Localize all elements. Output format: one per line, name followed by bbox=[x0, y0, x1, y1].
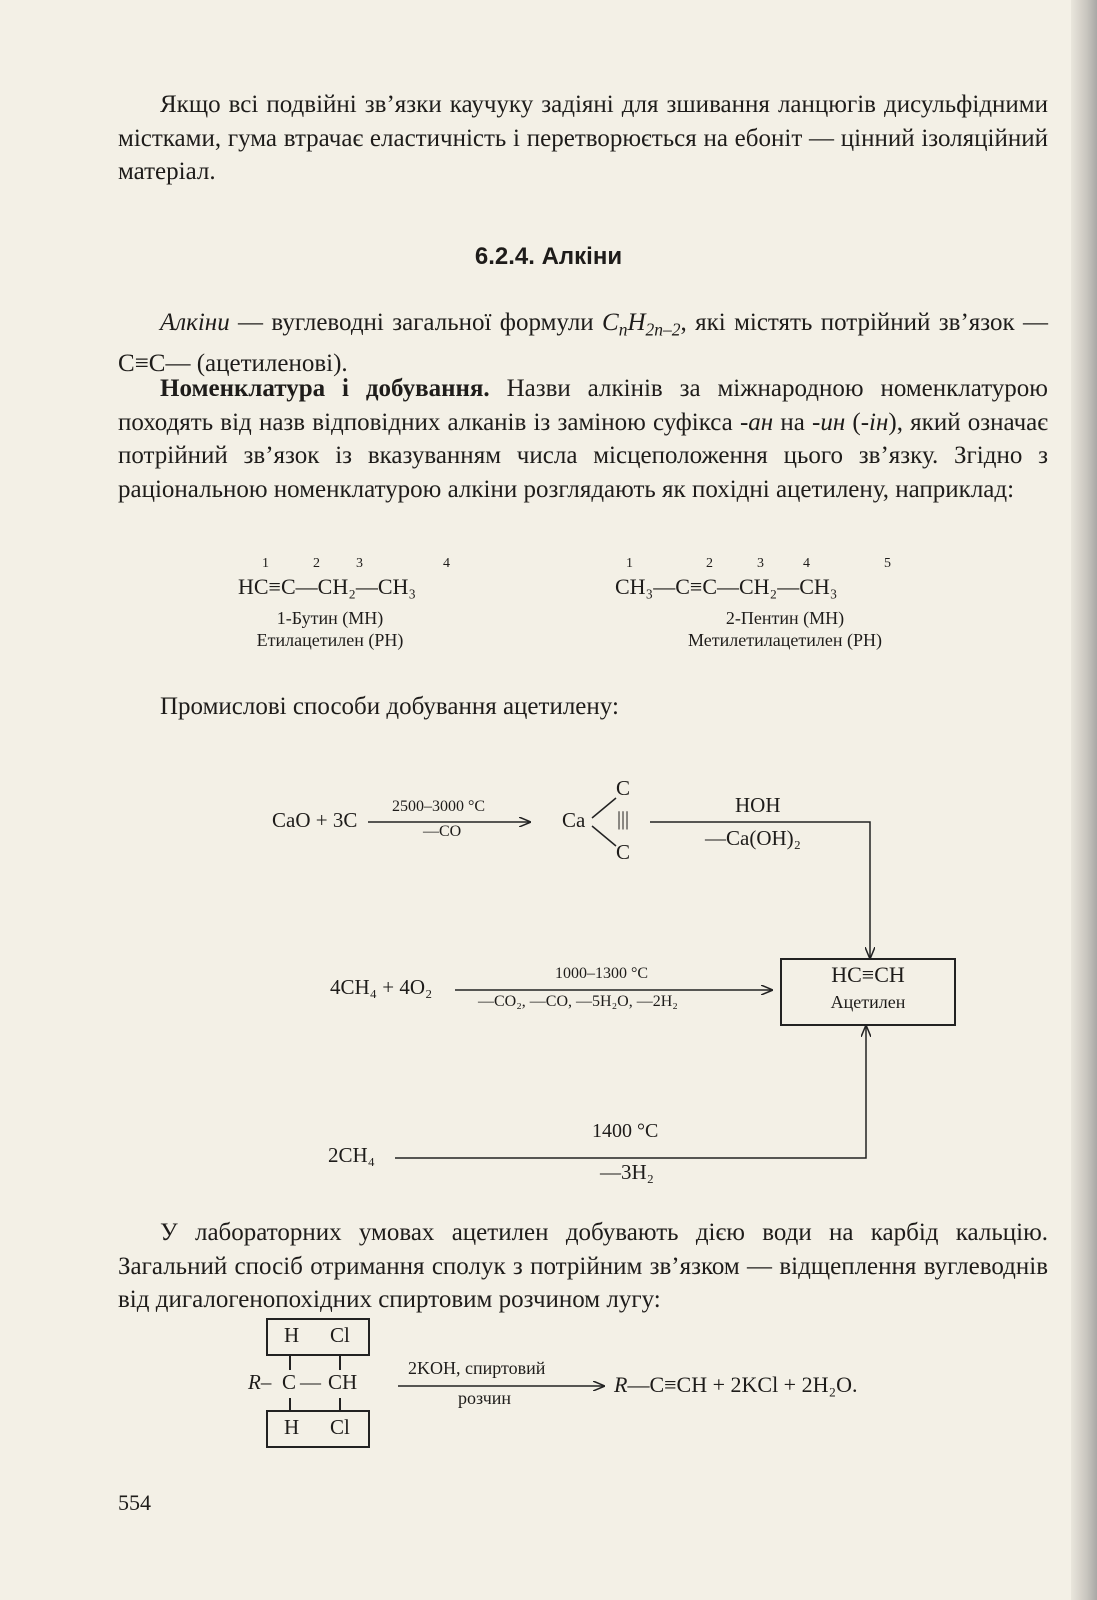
carbide-byproduct: —CO bbox=[423, 823, 462, 840]
product-rest: —C≡CH + 2KCl + 2H₂O. bbox=[627, 1372, 858, 1397]
elimination-products: R—C≡CH + 2KCl + 2H₂O. bbox=[614, 1372, 858, 1397]
paragraph-nomenclature: Номенклатура і добування. Назви алкінів за міжнародною номенклатурою походять від назв відповідних алканів із заміною суфікса -ан на -ин (-ін), який означає потрійний зв’язок із вказуванням числа місцеположення цього зв’язку. Згідно з раціональною номенклатурою алкіни розглядають як похідні ацетилену, наприклад: bbox=[118, 375, 1048, 503]
carbon-top: C bbox=[616, 776, 631, 800]
paragraph-laboratory: У лабораторних умовах ацетилен добувають дією води на карбід кальцію. Загальний спосіб отримання сполук з потрійним зв’язком — відщеплення вуглеводнів від дигалогенопохідних спиртовим розчином лугу: bbox=[118, 1219, 1048, 1313]
paragraph-definition: Алкіни — вуглеводні загальної формули $C_nH_{2n-2}$, які містять потрійний зв’язок —C≡C— (ацетиленові). bbox=[118, 309, 1049, 377]
pentyne-name-rn: Метилетилацетилен (РН) bbox=[688, 630, 882, 650]
pyrolysis-byproduct: —3H₂ bbox=[600, 1160, 654, 1184]
oxidation-byproducts: —CO₂, —CO, —5H₂O, —2H₂ bbox=[478, 993, 678, 1010]
carbide-reactants: CaO + 3C bbox=[272, 808, 358, 832]
elimination-medium: розчин bbox=[458, 1388, 512, 1408]
acetylene-name: Ацетилен bbox=[830, 992, 906, 1012]
pentyne-name-mn: 2-Пентин (МН) bbox=[725, 608, 845, 628]
locant: 2 bbox=[706, 556, 713, 571]
hydrogen-lower: H bbox=[284, 1415, 300, 1439]
locant: 1 bbox=[626, 556, 633, 571]
single-bond: — bbox=[300, 1370, 321, 1394]
term-alkynes: Алкіни bbox=[160, 309, 230, 336]
locant: 3 bbox=[356, 556, 363, 571]
oxidation-condition: 1000–1300 °С bbox=[555, 965, 649, 982]
pyrolysis-reactant: 2CH₄ bbox=[328, 1143, 375, 1167]
butyne-name-rn: Етилацетилен (РН) bbox=[256, 630, 404, 650]
triple-bond-formula: —C≡C— bbox=[118, 309, 1049, 377]
triple-bond-symbol: ||| bbox=[617, 808, 630, 830]
carbon-bottom: C bbox=[616, 840, 631, 864]
acetylene-formula: HC≡CH bbox=[831, 962, 905, 987]
bond-line bbox=[339, 1354, 341, 1370]
upper-hcl-box bbox=[266, 1318, 370, 1356]
acetylene-product-box bbox=[780, 958, 956, 1026]
calcium-symbol: Ca bbox=[562, 808, 586, 832]
butyne-name-mn: 1-Бутин (МН) bbox=[276, 608, 384, 628]
hydrolysis-reagent: HOH bbox=[735, 793, 781, 817]
locant: 3 bbox=[757, 556, 764, 571]
chlorine-upper: Cl bbox=[330, 1323, 350, 1347]
locant: 1 bbox=[262, 556, 269, 571]
pentyne-formula: CH₃—C≡C—CH₂—CH₃ bbox=[615, 574, 838, 599]
nomenclature-title: Номенклатура і добування. bbox=[160, 375, 490, 402]
hydrogen-upper: H bbox=[284, 1323, 300, 1347]
radical-r: R– bbox=[248, 1370, 272, 1394]
pyrolysis-condition: 1400 °С bbox=[592, 1120, 659, 1142]
lower-hcl-box bbox=[266, 1410, 370, 1448]
elimination-condition: 2KOH, спиртовий bbox=[408, 1358, 546, 1378]
bond-line bbox=[289, 1354, 291, 1370]
butyne-formula: HC≡C—CH₂—CH₃ bbox=[238, 574, 417, 599]
paragraph-industrial: Промислові способи добування ацетилену: bbox=[160, 693, 619, 720]
oxidation-reactants: 4CH₄ + 4O₂ bbox=[330, 975, 433, 999]
hydrolysis-byproduct: —Ca(OH)₂ bbox=[705, 826, 801, 850]
locant: 4 bbox=[803, 556, 810, 571]
ch-group: CH bbox=[328, 1370, 358, 1394]
general-formula: $C_nH_{2n-2}$ bbox=[602, 309, 681, 340]
carbide-condition: 2500–3000 °С bbox=[392, 798, 486, 815]
page-number: 554 bbox=[118, 1490, 151, 1515]
locant: 4 bbox=[443, 556, 450, 571]
section-title: 6.2.4. Алкіни bbox=[474, 243, 623, 270]
locant: 5 bbox=[884, 556, 891, 571]
locant: 2 bbox=[313, 556, 320, 571]
carbon-atom: C bbox=[282, 1370, 297, 1394]
chlorine-lower: Cl bbox=[330, 1415, 350, 1439]
paragraph-ebonite: Якщо всі подвійні зв’язки каучуку задіяні для зшивання ланцюгів дисульфідними містками, гума втрачає еластичність і перетворюється на ебоніт — цінний ізоляційний матеріал. bbox=[118, 91, 1048, 185]
